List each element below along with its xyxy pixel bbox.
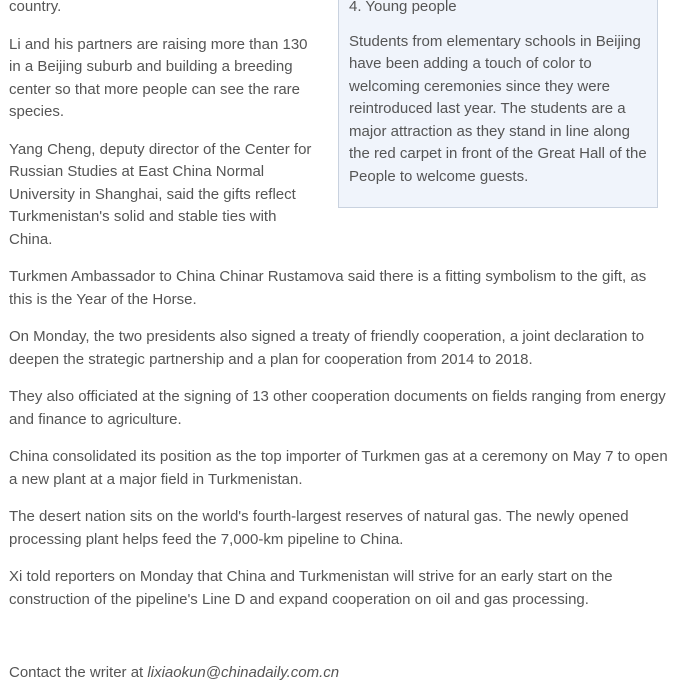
article-paragraph: Li and his partners are raising more than 130 in a Beijing suburb and building a breeding center so that more people can see the rare species. (9, 35, 308, 120)
article-paragraph: On Monday, the two presidents also signed a treaty of friendly cooperation, a joint declaration to deepen the strategic partnership and a plan for cooperation from 2014 to 2018. (9, 328, 645, 368)
article-paragraph: Xi told reporters on Monday that China and Turkmenistan will strive for an early start on the construction of the pipeline's Line D and expand cooperation on oil and gas processing. (9, 568, 613, 608)
article-paragraph: Yang Cheng, deputy director of the Center for Russian Studies at East China Normal University in Shanghai, said the gifts reflect Turkmenistan's solid and stable ties with China. (9, 140, 312, 248)
article-paragraph: They also officiated at the signing of 13 other cooperation documents on fields ranging from energy and finance to agriculture. (9, 388, 666, 428)
contact-prefix: Contact the writer at (9, 664, 148, 681)
article-paragraph: China consolidated its position as the top importer of Turkmen gas at a ceremony on May 7 to open a new plant at a major field in Turkmenistan. (9, 448, 668, 488)
sidebar-box (338, 0, 658, 208)
contact-line (9, 662, 339, 685)
article-paragraph: Turkmen Ambassador to China Chinar Rustamova said there is a fitting symbolism to the gift, as this is the Year of the Horse. (9, 268, 647, 308)
sidebar-heading: 4. Young people (349, 0, 457, 15)
article-paragraph: country. (9, 0, 62, 15)
article-paragraph: The desert nation sits on the world's fourth-largest reserves of natural gas. The newly opened processing plant helps feed the 7,000-km pipeline to China. (9, 508, 629, 548)
sidebar-text: Students from elementary schools in Beijing have been adding a touch of color to welcoming ceremonies since they were reintroduced last year. The students are a major attraction as they stand in line along the red carpet in front of the Great Hall of the People to welcome guests. (349, 32, 647, 185)
contact-email-link[interactable]: lixiaokun@chinadaily.com.cn (147, 664, 340, 681)
article-body (9, 0, 671, 626)
